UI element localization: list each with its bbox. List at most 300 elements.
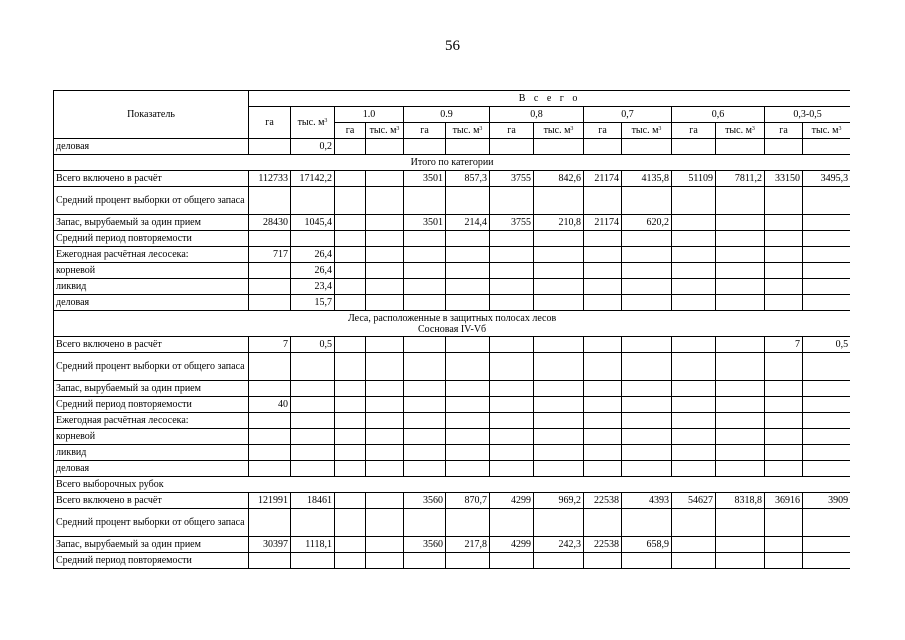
table-cell (765, 413, 803, 429)
table-cell (622, 509, 672, 537)
table-cell (765, 509, 803, 537)
table-cell (672, 537, 716, 553)
table-cell (404, 353, 446, 381)
table-cell (534, 353, 584, 381)
table-cell: 4299 (490, 537, 534, 553)
table-cell: 36916 (765, 493, 803, 509)
table-cell (534, 337, 584, 353)
header-unit-ha: га (584, 123, 622, 139)
table-cell (672, 381, 716, 397)
table-cell: 21174 (584, 215, 622, 231)
table-cell (291, 461, 335, 477)
table-cell (446, 139, 490, 155)
table-cell (446, 337, 490, 353)
row-label: деловая (54, 461, 249, 477)
table-row (54, 461, 851, 477)
table-cell (404, 337, 446, 353)
table-cell (716, 139, 765, 155)
table-cell (446, 295, 490, 311)
table-cell: 242,3 (534, 537, 584, 553)
table-cell (404, 445, 446, 461)
table-cell (803, 509, 851, 537)
header-unit-thousand-m3: тыс. $м^3$ (622, 123, 672, 139)
table-cell (672, 279, 716, 295)
row-label: Средний процент выборки от общего запаса (54, 509, 249, 537)
table-cell: 620,2 (622, 215, 672, 231)
table-cell (622, 381, 672, 397)
table-cell (490, 509, 534, 537)
table-cell (490, 279, 534, 295)
table-row (54, 429, 851, 445)
table-cell (249, 139, 291, 155)
section-title: Итого по категории (54, 155, 851, 171)
table-cell (446, 509, 490, 537)
table-cell (335, 337, 366, 353)
table-cell (335, 493, 366, 509)
table-cell (366, 171, 404, 187)
table-row (54, 493, 851, 509)
table-cell (672, 231, 716, 247)
table-cell (366, 139, 404, 155)
table-cell (366, 509, 404, 537)
table-cell (803, 445, 851, 461)
table-cell (803, 461, 851, 477)
table-cell (622, 413, 672, 429)
table-cell (446, 413, 490, 429)
table-cell (765, 139, 803, 155)
table-cell (534, 295, 584, 311)
table-cell (716, 247, 765, 263)
table-cell (672, 509, 716, 537)
table-cell (584, 279, 622, 295)
table-cell (622, 231, 672, 247)
table-cell (404, 413, 446, 429)
table-cell (335, 413, 366, 429)
row-label: Ежегодная расчётная лесосека: (54, 413, 249, 429)
table-cell (366, 537, 404, 553)
table-cell (716, 337, 765, 353)
table-cell (622, 353, 672, 381)
table-cell: 210,8 (534, 215, 584, 231)
table-row (54, 381, 851, 397)
table-cell (716, 509, 765, 537)
section-row (54, 155, 851, 171)
table-cell (490, 263, 534, 279)
header-unit-ha: га (765, 123, 803, 139)
table-cell (584, 353, 622, 381)
table-cell (366, 247, 404, 263)
table-row (54, 537, 851, 553)
table-cell (765, 381, 803, 397)
table-cell (803, 187, 851, 215)
table-cell (534, 509, 584, 537)
table-cell (291, 397, 335, 413)
table-cell (584, 509, 622, 537)
table-cell (249, 445, 291, 461)
table-cell (584, 231, 622, 247)
table-cell (335, 445, 366, 461)
table-cell: 51109 (672, 171, 716, 187)
table-cell: 1118,1 (291, 537, 335, 553)
table-cell: 3560 (404, 537, 446, 553)
table-cell (404, 509, 446, 537)
header-unit-thousand-m3: тыс. $м^3$ (366, 123, 404, 139)
table-cell: 22538 (584, 493, 622, 509)
table-cell (335, 187, 366, 215)
table-cell (716, 231, 765, 247)
table-cell (765, 397, 803, 413)
table-cell: 54627 (672, 493, 716, 509)
table-cell (335, 461, 366, 477)
table-cell (534, 279, 584, 295)
table-cell (249, 509, 291, 537)
table-cell (765, 295, 803, 311)
table-cell (335, 537, 366, 553)
table-cell: 15,7 (291, 295, 335, 311)
table-cell: 3560 (404, 493, 446, 509)
table-cell (446, 263, 490, 279)
table-cell (716, 381, 765, 397)
row-label: ликвид (54, 445, 249, 461)
table-cell (490, 445, 534, 461)
table-cell (446, 461, 490, 477)
table-cell (446, 553, 490, 569)
table-cell (366, 295, 404, 311)
row-label: Средний процент выборки от общего запаса (54, 187, 249, 215)
row-label: корневой (54, 263, 249, 279)
table-cell (249, 553, 291, 569)
table-cell (765, 461, 803, 477)
section-row (54, 311, 851, 337)
table-cell (446, 279, 490, 295)
table-cell (534, 263, 584, 279)
table-cell (291, 429, 335, 445)
table-cell (803, 537, 851, 553)
table-cell (765, 263, 803, 279)
table-cell (803, 353, 851, 381)
table-cell (366, 553, 404, 569)
table-cell (366, 461, 404, 477)
table-cell (291, 231, 335, 247)
table-cell: 4299 (490, 493, 534, 509)
table-cell (404, 187, 446, 215)
table-cell (672, 187, 716, 215)
table-row (54, 553, 851, 569)
table-cell (249, 413, 291, 429)
table-cell (404, 247, 446, 263)
table-cell (765, 553, 803, 569)
table-cell: 3909 (803, 493, 851, 509)
table-cell (716, 263, 765, 279)
table-row (54, 263, 851, 279)
table-cell: 28430 (249, 215, 291, 231)
table-cell (404, 139, 446, 155)
table-cell (716, 279, 765, 295)
table-row (54, 171, 851, 187)
header-unit-thousand-m3: тыс. $м^3$ (716, 123, 765, 139)
table-cell (765, 537, 803, 553)
table-cell (249, 231, 291, 247)
table-cell (803, 139, 851, 155)
table-cell: 0,2 (291, 139, 335, 155)
table-cell: 1045,4 (291, 215, 335, 231)
table-cell (490, 381, 534, 397)
header-group-1: 1.0 (335, 107, 404, 123)
table-cell: 0,5 (291, 337, 335, 353)
table-cell: 842,6 (534, 171, 584, 187)
table-cell (335, 247, 366, 263)
table-cell: 8318,8 (716, 493, 765, 509)
table-cell (622, 247, 672, 263)
table-cell: 217,8 (446, 537, 490, 553)
table-cell (335, 397, 366, 413)
table-cell (366, 381, 404, 397)
row-label: Запас, вырубаемый за один прием (54, 537, 249, 553)
table-cell (716, 553, 765, 569)
header-unit-ha: га (404, 123, 446, 139)
table-cell (716, 215, 765, 231)
table-cell (249, 429, 291, 445)
table-cell (335, 263, 366, 279)
table-cell (716, 397, 765, 413)
table-cell: 26,4 (291, 247, 335, 263)
table-cell (534, 429, 584, 445)
header-thousand-m3: тыс. $м^3$ (291, 107, 335, 139)
row-label: Всего включено в расчёт (54, 171, 249, 187)
row-label: Запас, вырубаемый за один прием (54, 215, 249, 231)
table-cell (803, 429, 851, 445)
table-cell (584, 429, 622, 445)
table-cell (404, 231, 446, 247)
table-cell (335, 553, 366, 569)
header-indicator: Показатель (54, 91, 249, 139)
table-cell (490, 413, 534, 429)
table-cell (249, 263, 291, 279)
table-cell (584, 461, 622, 477)
table-cell (534, 187, 584, 215)
table-cell (446, 247, 490, 263)
table-cell (803, 231, 851, 247)
table-cell: 658,9 (622, 537, 672, 553)
table-cell (404, 279, 446, 295)
header-unit-ha: га (335, 123, 366, 139)
table-cell (404, 295, 446, 311)
page-number: 56 (445, 38, 460, 54)
table-cell: 30397 (249, 537, 291, 553)
table-cell (490, 461, 534, 477)
header-unit-thousand-m3: тыс. $м^3$ (534, 123, 584, 139)
table-cell: 22538 (584, 537, 622, 553)
table-cell (672, 139, 716, 155)
header-group-2: 0.9 (404, 107, 490, 123)
table-cell (366, 279, 404, 295)
header-ha: га (249, 107, 291, 139)
table-cell (584, 263, 622, 279)
table-cell (366, 397, 404, 413)
header-group-5: 0,6 (672, 107, 765, 123)
table-cell: 3755 (490, 171, 534, 187)
table-cell (716, 537, 765, 553)
table-cell (622, 461, 672, 477)
table-cell (534, 413, 584, 429)
row-label: Средний период повторяемости (54, 231, 249, 247)
table-cell (335, 381, 366, 397)
table-cell: 3501 (404, 215, 446, 231)
section-row (54, 477, 851, 493)
table-cell (672, 553, 716, 569)
table-cell (534, 397, 584, 413)
row-label: корневой (54, 429, 249, 445)
table-cell (335, 429, 366, 445)
table-cell (291, 553, 335, 569)
table-cell (490, 187, 534, 215)
table-cell: 112733 (249, 171, 291, 187)
table-cell (366, 231, 404, 247)
table-cell (366, 215, 404, 231)
table-cell (765, 445, 803, 461)
table-cell (716, 295, 765, 311)
table-cell (584, 381, 622, 397)
table-cell: 3501 (404, 171, 446, 187)
table-cell: 4135,8 (622, 171, 672, 187)
table-cell (672, 353, 716, 381)
table-cell (249, 295, 291, 311)
table-cell (335, 353, 366, 381)
header-group-6: 0,3-0,5 (765, 107, 851, 123)
table-cell (490, 139, 534, 155)
row-label: Средний процент выборки от общего запаса (54, 353, 249, 381)
table-cell: 3755 (490, 215, 534, 231)
table-cell (672, 263, 716, 279)
table-cell (490, 353, 534, 381)
header-group-3: 0,8 (490, 107, 584, 123)
table-row (54, 509, 851, 537)
table-cell (335, 171, 366, 187)
table-cell (404, 397, 446, 413)
table-cell (672, 295, 716, 311)
table-cell (291, 381, 335, 397)
table-cell (490, 429, 534, 445)
table-cell (446, 187, 490, 215)
table-cell (765, 231, 803, 247)
table-cell (584, 187, 622, 215)
table-cell: 21174 (584, 171, 622, 187)
table-cell (765, 353, 803, 381)
section-title: Всего выборочных рубок (54, 477, 851, 493)
table-cell (716, 187, 765, 215)
table-row (54, 295, 851, 311)
row-label: Всего включено в расчёт (54, 337, 249, 353)
table-cell (249, 353, 291, 381)
table-cell: 26,4 (291, 263, 335, 279)
table-row (54, 413, 851, 429)
table-cell (672, 429, 716, 445)
table-cell (765, 279, 803, 295)
allowable-cut-table (53, 90, 850, 569)
table-cell: 969,2 (534, 493, 584, 509)
table-cell (584, 247, 622, 263)
table-cell (716, 445, 765, 461)
header-group-4: 0,7 (584, 107, 672, 123)
table-cell (534, 381, 584, 397)
table-cell (366, 263, 404, 279)
table-cell (716, 461, 765, 477)
table-cell (622, 295, 672, 311)
table-cell: 18461 (291, 493, 335, 509)
table-cell (622, 337, 672, 353)
table-cell: 857,3 (446, 171, 490, 187)
row-label: деловая (54, 139, 249, 155)
table-cell (490, 397, 534, 413)
header-unit-ha: га (490, 123, 534, 139)
table-cell (534, 553, 584, 569)
table-cell (534, 247, 584, 263)
table-cell (446, 445, 490, 461)
table-cell (765, 247, 803, 263)
row-label: деловая (54, 295, 249, 311)
table-cell: 214,4 (446, 215, 490, 231)
row-label: ликвид (54, 279, 249, 295)
table-cell (622, 553, 672, 569)
table-cell (672, 215, 716, 231)
header-total: В с е г о (249, 91, 851, 107)
table-cell (803, 413, 851, 429)
table-cell (672, 413, 716, 429)
table-cell (672, 397, 716, 413)
table-cell: 7 (765, 337, 803, 353)
table-cell (716, 429, 765, 445)
table-cell (291, 509, 335, 537)
table-cell (335, 231, 366, 247)
table-cell (534, 461, 584, 477)
table-cell (534, 445, 584, 461)
table-cell: 40 (249, 397, 291, 413)
table-cell (446, 429, 490, 445)
row-label: Средний период повторяемости (54, 553, 249, 569)
row-label: Всего включено в расчёт (54, 493, 249, 509)
table-cell (622, 429, 672, 445)
table-cell (803, 295, 851, 311)
table-row (54, 247, 851, 263)
table-body (54, 139, 851, 569)
table-cell (366, 429, 404, 445)
table-cell (672, 247, 716, 263)
table-cell (622, 139, 672, 155)
table-cell (803, 215, 851, 231)
table-cell (291, 445, 335, 461)
table-cell (446, 353, 490, 381)
table-cell (622, 279, 672, 295)
table-cell (672, 445, 716, 461)
table-cell (672, 461, 716, 477)
table-cell (249, 279, 291, 295)
table-cell (716, 353, 765, 381)
table-cell (291, 353, 335, 381)
table-cell (335, 295, 366, 311)
table-cell (404, 429, 446, 445)
table-cell (291, 413, 335, 429)
table-row (54, 187, 851, 215)
table-cell (335, 139, 366, 155)
table-cell (366, 445, 404, 461)
table-cell (803, 247, 851, 263)
table-cell (366, 353, 404, 381)
table-row (54, 231, 851, 247)
table-cell (803, 381, 851, 397)
table-cell (404, 553, 446, 569)
table-cell (672, 337, 716, 353)
table-cell (366, 413, 404, 429)
